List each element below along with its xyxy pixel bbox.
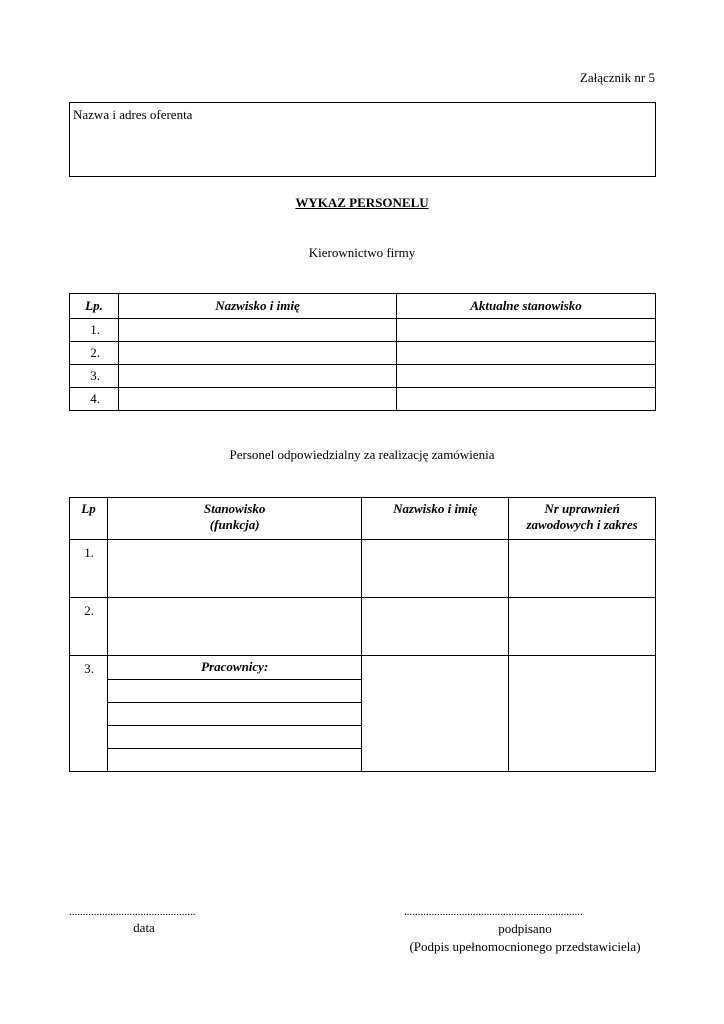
worker-cell — [107, 749, 362, 772]
license-cell — [509, 656, 656, 772]
offerent-label: Nazwa i adres oferenta — [73, 107, 193, 122]
worker-cell — [107, 703, 362, 726]
row-number: 1. — [70, 540, 108, 598]
row-number: 2. — [70, 342, 119, 365]
name-cell — [362, 656, 509, 772]
column-header-position: Aktualne stanowisko — [397, 294, 656, 319]
row-number: 1. — [70, 319, 119, 342]
row-number: 2. — [70, 598, 108, 656]
position-cell — [397, 342, 656, 365]
table-row — [70, 342, 656, 365]
position-cell — [397, 319, 656, 342]
column-header-position — [107, 498, 362, 540]
personnel-table — [69, 497, 656, 772]
offerent-box — [69, 102, 656, 177]
row-number: 3. — [70, 656, 108, 772]
document-title: WYKAZ PERSONELU — [295, 195, 429, 210]
license-header-line2: zawodowych i zakres — [526, 517, 638, 532]
table-row — [70, 388, 656, 411]
table-row — [70, 598, 656, 656]
date-label: data — [133, 920, 155, 935]
signature-dotted-line: ................................................................. — [404, 906, 583, 918]
position-cell — [397, 388, 656, 411]
representative-signature-label: (Podpis upełnomocnionego przedstawiciela) — [409, 939, 641, 954]
name-cell — [119, 365, 397, 388]
table-header-row — [70, 498, 656, 540]
signed-label: podpisano — [498, 921, 552, 936]
name-cell — [119, 388, 397, 411]
column-header-name: Nazwisko i imię — [119, 294, 397, 319]
name-cell — [362, 540, 509, 598]
name-cell — [362, 598, 509, 656]
position-cell — [107, 598, 362, 656]
date-dotted-line: .............................................. — [69, 906, 196, 918]
column-header-lp: Lp. — [70, 294, 119, 319]
section2-title: Personel odpowiedzialny za realizację zamówienia — [229, 447, 495, 462]
license-cell — [509, 540, 656, 598]
license-header-line1: Nr uprawnień — [544, 501, 620, 516]
management-table — [69, 293, 656, 411]
table-row — [70, 656, 656, 680]
name-cell — [119, 319, 397, 342]
annex-label: Załącznik nr 5 — [579, 70, 655, 85]
table-row — [70, 319, 656, 342]
worker-cell — [107, 726, 362, 749]
position-header-line2: (funkcja) — [209, 517, 260, 532]
worker-cell — [107, 680, 362, 703]
license-cell — [509, 598, 656, 656]
position-cell — [397, 365, 656, 388]
signature-label — [380, 920, 670, 956]
position-header-line1: Stanowisko — [203, 501, 266, 516]
section1-title: Kierownictwo firmy — [308, 245, 416, 260]
table-row — [70, 365, 656, 388]
name-cell — [119, 342, 397, 365]
row-number: 3. — [70, 365, 119, 388]
column-header-lp: Lp — [70, 498, 108, 540]
row-number: 4. — [70, 388, 119, 411]
column-header-license — [509, 498, 656, 540]
workers-label: Pracownicy: — [107, 656, 362, 680]
column-header-name: Nazwisko i imię — [362, 498, 509, 540]
position-cell — [107, 540, 362, 598]
table-header-row — [70, 294, 656, 319]
table-row — [70, 540, 656, 598]
